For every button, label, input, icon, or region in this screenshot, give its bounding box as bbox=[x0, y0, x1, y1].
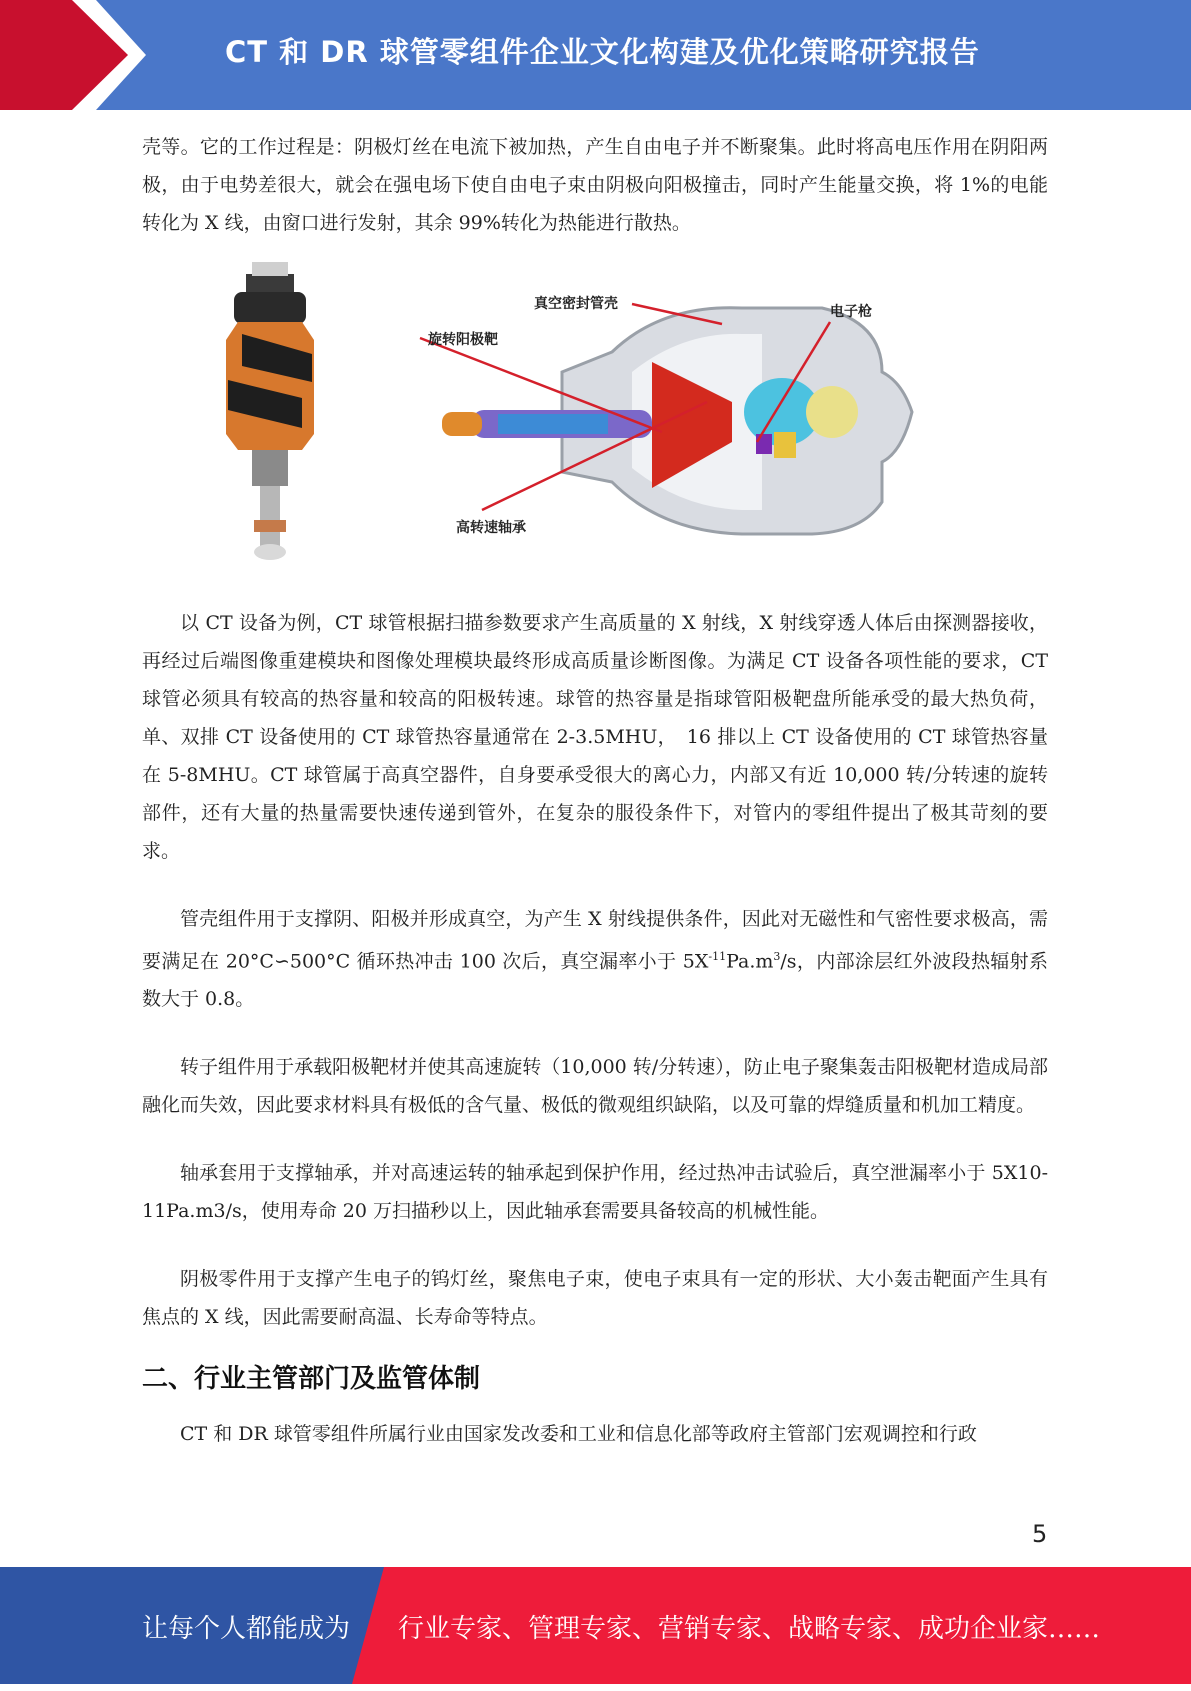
header-title: CT 和 DR 球管零组件企业文化构建及优化策略研究报告 bbox=[225, 35, 980, 69]
paragraph-regulation: CT 和 DR 球管零组件所属行业由国家发改委和工业和信息化部等政府主管部门宏观调控和行政 bbox=[180, 1423, 977, 1446]
paragraph-working-process: 壳等。它的工作过程是：阴极灯丝在电流下被加热，产生自由电子并不断聚集。此时将高电压作用在阴阳两极，由于电势差很大，就会在强电场下使自由电子束由阴极向阳极撞击，同时产生能量交换，将 1%的电能转化为 X 线，由窗口进行发射，其余 99%转化为热能进行散热。 bbox=[142, 136, 1048, 234]
paragraph-ct-example: 以 CT 设备为例，CT 球管根据扫描参数要求产生高质量的 X 射线，X 射线穿透人体后由探测器接收，再经过后端图像重建模块和图像处理模块最终形成高质量诊断图像。为满足 CT 设备各项性能的要求，CT 球管必须具有较高的热容量和较高的阳极转速。球管的热容量是指球管阳极靶盘所能承受的最大热负荷，单、双排 CT 设备使用的 CT 球管热容量通常在 2-3.5MHU， 16 排以上 CT 设备使用的 CT 球管热容量在 5-8MHU。CT 球管属于高真空器件，自身要承受很大的离心力，内部又有近 10,000 转/分转速的旋转部件，还有大量的热量需要快速传递到管外，在复杂的服役条件下，对管内的零组件提出了极其苛刻的要求。 bbox=[142, 612, 1048, 862]
label-vacuum-shell: 真空密封管壳 bbox=[534, 296, 618, 312]
label-high-speed-bearing: 高转速轴承 bbox=[456, 520, 526, 536]
page-number: 5 bbox=[1032, 1520, 1048, 1548]
paragraph-rotor-assembly: 转子组件用于承载阳极靶材并使其高速旋转（10,000 转/分转速），防止电子聚集轰击阳极靶材造成局部融化而失效，因此要求材料具有极低的含气量、极低的微观组织缺陷，以及可靠的焊缝质量和机加工精度。 bbox=[142, 1056, 1048, 1117]
rotor-assembly-image bbox=[226, 262, 314, 560]
footer-slogan-left: 让每个人都能成为 bbox=[142, 1614, 351, 1644]
paragraph-bearing-sleeve: 轴承套用于支撑轴承，并对高速运转的轴承起到保护作用，经过热冲击试验后，真空泄漏率小于 5X10-11Pa.m3/s，使用寿命 20 万扫描秒以上，因此轴承套需要具备较高的机械性能。 bbox=[142, 1162, 1048, 1223]
page-header bbox=[0, 0, 1191, 110]
footer-slogan-right: 行业专家、管理专家、营销专家、战略专家、成功企业家…… bbox=[398, 1614, 1101, 1644]
label-rotating-anode: 旋转阳极靶 bbox=[428, 332, 498, 348]
label-electron-gun: 电子枪 bbox=[830, 304, 872, 320]
paragraph-tube-shell: 管壳组件用于支撑阴、阳极并形成真空，为产生 X 射线提供条件，因此对无磁性和气密性要求极高，需要满足在 20°C∽500°C 循环热冲击 100 次后，真空漏率小于 $5X^{-11}Pa.m^3/s$，内部涂层红外波段热辐射系数大于 0.8。 bbox=[142, 908, 1048, 1011]
xray-tube-illustration bbox=[142, 262, 1048, 572]
page-footer bbox=[0, 1567, 1191, 1684]
paragraph-cathode-parts: 阴极零件用于支撑产生电子的钨灯丝，聚焦电子束，使电子束具有一定的形状、大小轰击靶面产生具有焦点的 X 线，因此需要耐高温、长寿命等特点。 bbox=[142, 1268, 1048, 1329]
section-heading: 二、行业主管部门及监管体制 bbox=[142, 1364, 481, 1395]
tube-cross-section-image bbox=[442, 308, 912, 534]
document-body bbox=[142, 128, 1048, 1453]
xray-tube-figure bbox=[142, 262, 1048, 572]
header-red-arrow bbox=[0, 0, 150, 110]
